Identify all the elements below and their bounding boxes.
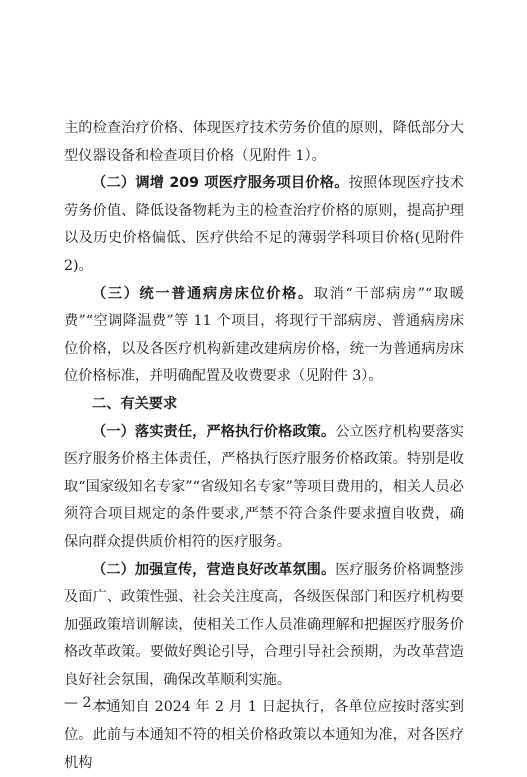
paragraph-text: 取消“干部病房”“取暖费”“空调降温费”等 11 个项目，将现行干部病房、普通病房床位价格，以及各医疗机构新建改建病房价格，统一为普通病房床位价格标准，并明确配置及收费要求（见附件 3）。 [64, 285, 464, 385]
paragraph-text: 主的检查治疗价格、体现医疗技术劳务价值的原则，降低部分大型仪器设备和检查项目价格（见附件 1）。 [64, 120, 464, 164]
paragraph-text: 本通知自 2024 年 2 月 1 日起执行，各单位应按时落实到位。此前与本通知不符的相关价格政策以本通知为准，对各医疗机构 [64, 699, 464, 771]
paragraph-lead: （二）加强宣传，营造良好改革氛围。 [92, 561, 336, 578]
page-number: — 2 — [64, 695, 110, 711]
section-heading: 二、有关要求 [92, 395, 178, 412]
paragraph-text: 公立医疗机构要落实医疗服务价格主体责任，严格执行医疗服务价格政策。特别是收取“国家级知名专家”“省级知名专家”等项目费用的，相关人员必须符合项目规定的条件要求,严禁不符合条件要求擅自收费，确保向群众提供质价相符的医疗服务。 [64, 423, 464, 550]
paragraph-continuation [64, 115, 464, 170]
document-body [64, 115, 464, 777]
paragraph-effective-date [64, 694, 464, 777]
paragraph-lead: （三）统一普通病房床位价格。 [92, 285, 314, 302]
paragraph-requirement-2 [64, 557, 464, 695]
paragraph-text: 医疗服务价格调整涉及面广、政策性强、社会关注度高，各级医保部门和医疗机构要加强政策培训解读，使相关工作人员准确理解和把握医疗服务价格改革政策。要做好舆论引导，合理引导社会预期，为改革营造良好社会氛围，确保改革顺利实施。 [64, 561, 464, 688]
paragraph-requirement-1 [64, 419, 464, 557]
paragraph-lead: （二）调增 209 项医疗服务项目价格。 [92, 175, 349, 192]
paragraph-item-2 [64, 170, 464, 280]
paragraph-lead: （一）落实责任，严格执行价格政策。 [92, 423, 336, 440]
paragraph-item-3 [64, 281, 464, 391]
paragraph-text: 按照体现医疗技术劳务价值、降低设备物耗为主的检查治疗价格的原则，提高护理以及历史价格偏低、医疗供给不足的薄弱学科项目价格(见附件 2)。 [64, 175, 464, 274]
